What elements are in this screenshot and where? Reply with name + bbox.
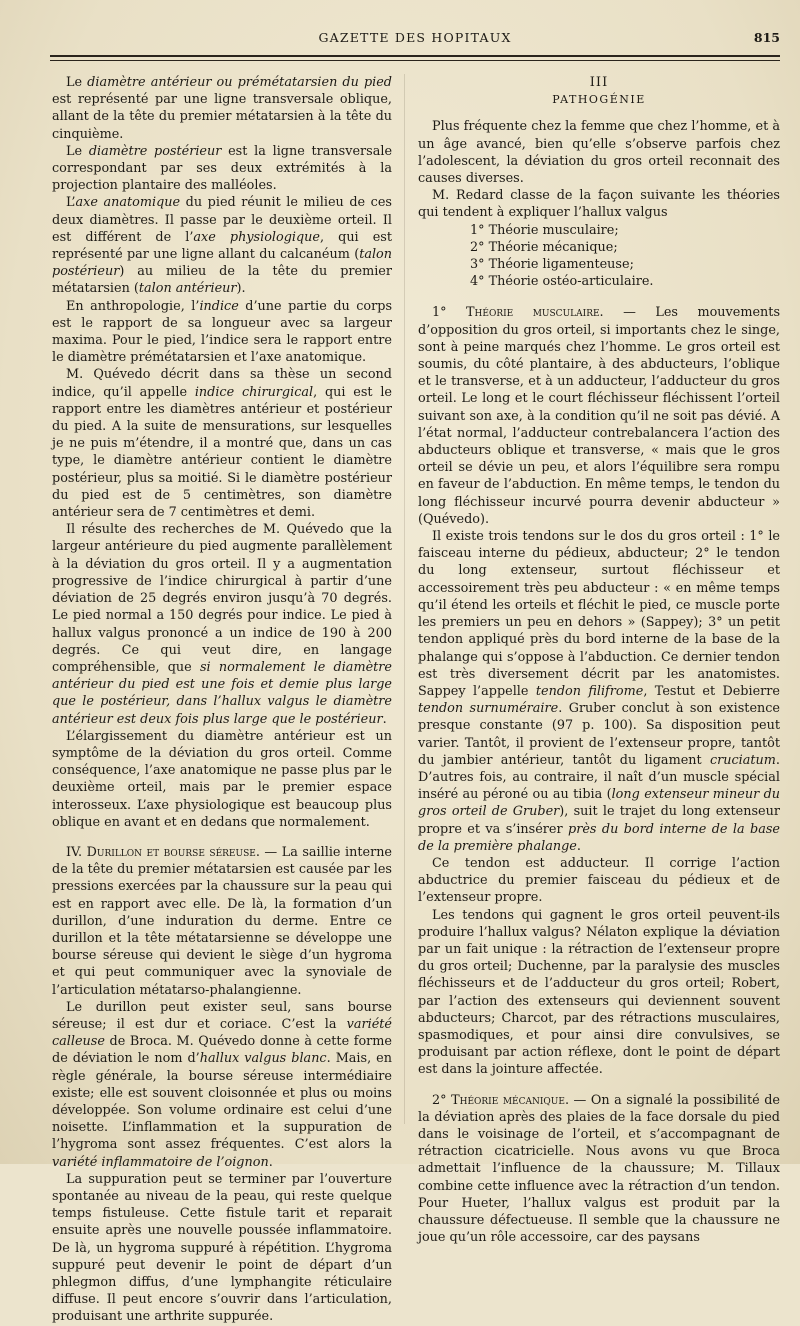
body-paragraphs <box>418 304 780 1246</box>
paragraph <box>52 521 392 727</box>
paragraph <box>52 74 392 143</box>
text-run: Les tendons qui gagnent le gros orteil peuvent-ils produire l’hallux valgus? Nélaton explique la déviation par un fait unique : la rétraction de l’extenseur propre du gros orteil; Duchenne, par la paralysie des muscles fléchisseurs et de l’adducteur du gros orteil; Robert, par l’action des extenseurs qui deviennent souvent abducteurs; Charcot, par des rétractions musculaires, spasmodiques, et pour ainsi dire convulsives, se produisant par action réflexe, dont le point de départ est dans la jointure affectée. <box>418 907 780 1078</box>
text-run: Ce tendon est adducteur. Il corrige l’action abductrice du premier faisceau du pédieux et de l’extenseur propre. <box>418 855 780 906</box>
italic-text: hallux valgus blanc <box>199 1051 327 1067</box>
text-run: ). <box>236 281 246 297</box>
paragraph <box>418 187 780 221</box>
text-run: . Gruber conclut à son existence presque constante (97 p. 100). Sa disposition peut varier. Tantôt, il provient de l’extenseur propre, tantôt du jambier antérieur, tantôt du ligament <box>418 701 781 768</box>
text-run: Le <box>66 75 88 90</box>
text-run: IV. <box>66 844 87 860</box>
paragraph <box>52 999 392 1171</box>
text-run: Il résulte des recherches de M. Quévedo que la largeur antérieure du pied augmente parallèlement à la déviation du gros orteil. Il y a augmentation progressive de l’indice chirurgical à partir d’une déviation de 25 degrés environ jusqu’à 70 degrés. Le pied normal a 150 degrés pour indice. Le pied à hallux valgus prononcé a un indice de 190 à 200 degrés. Ce qui veut dire, en langage compréhensible, que <box>52 522 392 675</box>
paragraph <box>52 844 392 999</box>
text-run: . <box>268 1154 273 1170</box>
small-caps-heading: Durillon et bourse séreuse <box>86 844 256 860</box>
section-number: III <box>589 75 609 90</box>
italic-text: long extenseur mineur du gros orteil de Gruber <box>418 787 780 820</box>
italic-text: indice <box>199 298 239 314</box>
text-run: de Broca. M. Quévedo donne à cette forme de déviation le nom d’ <box>52 1034 392 1067</box>
italic-text: près du bord interne de la base de la première phalange <box>418 821 780 854</box>
left-column <box>52 74 392 1326</box>
text-run: L’ <box>66 195 76 211</box>
column-divider <box>404 74 405 1124</box>
text-run: ) au milieu de la tête du premier métatarsien ( <box>52 264 392 297</box>
text-run: En anthropologie, l’ <box>66 298 200 314</box>
small-caps-heading: Théorie mécanique <box>451 1092 565 1108</box>
italic-text: variété calleuse <box>52 1016 392 1050</box>
italic-text: axe physiologique <box>193 229 320 245</box>
theory-list-item: 2° Théorie mécanique; <box>470 239 618 255</box>
text-run: Plus fréquente chez la femme que chez l’homme, et à un âge avancé, bien qu’elle s’observe parfois chez l’adolescent, la déviation du gros orteil reconnait des causes diverses. <box>418 119 780 187</box>
paragraph <box>52 298 392 367</box>
italic-text: diamètre antérieur ou prémétatarsien du pied <box>87 75 392 90</box>
paragraph <box>52 728 392 831</box>
text-run: , Testut et Debierre <box>643 683 780 699</box>
text-run: . <box>382 711 387 727</box>
text-run: d’une partie du corps est le rapport de sa longueur avec sa largeur maxima. Pour le pied, l’indice sera le rapport entre le diamètre prémétatarsien et l’axe anatomique. <box>52 298 393 366</box>
header-rule-thin <box>50 60 780 61</box>
text-run: 2° <box>432 1092 452 1108</box>
text-run: 1° <box>432 305 467 321</box>
italic-text: tendon surnuméraire <box>418 701 559 717</box>
italic-text: cruciatum <box>709 752 776 768</box>
italic-text: diamètre postérieur <box>88 143 222 159</box>
italic-text: tendon filifrome <box>535 683 644 699</box>
text-run: ), suit le trajet du long extenseur propre et va s’insérer <box>418 804 780 837</box>
text-run: , qui est le rapport entre les diamètres antérieur et postérieur du pied. A la suite de mensurations, sur lesquelles je ne puis m’étendre, il a montré que, dans un cas type, le diamètre antérieur contient le diamètre postérieur, plus sa moitié. Si le diamètre postérieur du pied est de 5 centimètres, son diamètre antérieur sera de 7 centimètres et demi. <box>52 384 392 521</box>
paragraph <box>418 1092 780 1247</box>
text-run: du pied réunit le milieu de ces deux diamètres. Il passe par le deuxième orteil. Il est différent de l’ <box>52 195 392 245</box>
theory-list-item: 1° Théorie musculaire; <box>470 222 619 238</box>
paragraph <box>418 118 780 187</box>
text-run: M. Quévedo décrit dans sa thèse un second indice, qu’il appelle <box>52 367 392 400</box>
text-run: . — Les mouvements d’opposition du gros orteil, si importants chez le singe, sont à peine marqués chez l’homme. Le gros orteil est soumis, du côté plantaire, à des abducteurs, l’oblique et le transverse, et à un adducteur, l’adducteur du gros orteil. Le long et le court fléchisseur fléchissent l’orteil suivant son axe, à la condition qu’il ne soit pas dévié. A l’état normal, l’adducteur contrebalancera l’action des abducteurs oblique et transverse, « mais que le gros orteil se dévie un peu, et alors l’équilibre sera rompu en faveur de l’abduction. En même temps, le tendon du long fléchisseur incurvé pourra devenir abducteur » (Quévedo). <box>418 305 781 527</box>
intro-paragraphs <box>418 118 780 221</box>
text-run: . D’autres fois, au contraire, il naît d’un muscle spécial inséré au péroné ou au tibia ( <box>418 752 780 803</box>
text-run: . — La saillie interne de la tête du premier métatarsien est causée par les pressions exercées par la chaussure sur la peau qui est en rapport avec elle. De là, la formation d’un durillon, d’une induration du derme. Entre ce durillon et la tête métatarsienne se développe une bourse séreuse qui devient le siège d’un hygroma et qui peut communiquer avec la synoviale de l’articulation métatarso-phalangienne. <box>52 844 393 998</box>
paragraph <box>52 366 392 521</box>
paragraph <box>418 907 780 1079</box>
italic-text: talon postérieur <box>52 247 392 280</box>
theory-list-item: 3° Théorie ligamenteuse; <box>470 257 634 273</box>
paragraph <box>418 528 780 855</box>
italic-text: variété inflammatoire de l’oignon <box>52 1154 269 1170</box>
text-run: est la ligne transversale correspondant par ses deux extrémités à la projection plantaire des malléoles. <box>52 143 393 194</box>
small-caps-heading: Théorie musculaire <box>466 305 600 321</box>
text-run: L’élargissement du diamètre antérieur est un symptôme de la déviation du gros orteil. Comme conséquence, l’axe anatomique ne passe plus par le deuxième orteil, mais par le premier espace interosseux. L’axe physiologique est beaucoup plus oblique en avant et en dedans que normalement. <box>52 728 392 830</box>
text-run: . <box>576 838 581 854</box>
text-run: Le durillon peut exister seul, sans bourse séreuse; il est dur et coriace. C’est la <box>52 999 392 1032</box>
paragraph <box>418 855 780 907</box>
text-run: Le <box>66 143 89 159</box>
right-column <box>418 74 780 1246</box>
page-number: 815 <box>753 30 780 45</box>
paragraph <box>52 1171 392 1326</box>
page-header <box>50 30 780 50</box>
paragraph <box>52 194 392 297</box>
italic-text: si normalement le diamètre antérieur du pied est une fois et demie plus large que le postérieur, dans l’hallux valgus le diamètre antérieur est deux fois plus large que le postérieur <box>52 659 392 727</box>
text-run: est représenté par une ligne transversale oblique, allant de la tête du premier métatarsien à la tête du cinquième. <box>52 92 392 142</box>
section-title: PATHOGÉNIE <box>552 93 646 107</box>
text-run: . — On a signalé la possibilité de la déviation après des plaies de la face dorsale du pied dans le voisinage de l’orteil, et s’accompagnant de rétraction cicatricielle. Nous avons vu que Broca admettait l’influence de la chaussure; M. Tillaux combine cette influence avec la rétraction d’un tendon. Pour Hueter, l’hallux valgus est produit par la chaussure défectueuse. Il semble que la chaussure ne joue qu’un rôle accessoire, car des paysans <box>418 1092 780 1246</box>
text-run: La suppuration peut se terminer par l’ouverture spontanée au niveau de la peau, qui reste quelque temps fistuleuse. Cette fistule tarit et reparait ensuite après une nouvelle poussée inflammatoire. De là, un hygroma suppuré à répétition. L’hygroma suppuré peut devenir le point de départ d’un phlegmon diffus, d’une lymphangite réticulaire diffuse. Il peut encore s’ouvrir dans l’articulation, produisant une arthrite suppurée. <box>52 1171 392 1325</box>
theory-list-item: 4° Théorie ostéo-articulaire. <box>470 274 654 290</box>
running-title: GAZETTE DES HOPITAUX <box>318 30 512 45</box>
text-run: , qui est représenté par une ligne allant du calcanéum ( <box>52 229 392 263</box>
paragraph <box>418 304 780 528</box>
paragraph <box>52 143 392 195</box>
italic-text: axe anatomique <box>75 195 181 211</box>
text-run: . Mais, en règle générale, la bourse séreuse intermédiaire existe; elle est souvent cloisonnée et plus ou moins développée. Son volume ordinaire est celui d’une noisette. L’inflammation et la suppuration de l’hygroma sont assez fréquentes. C’est alors la <box>52 1051 392 1153</box>
header-rule <box>50 55 780 57</box>
italic-text: talon antérieur <box>138 281 237 297</box>
text-run: M. Redard classe de la façon suivante les théories qui tendent à expliquer l’hallux valgus <box>418 188 780 221</box>
italic-text: indice chirurgical <box>194 384 314 400</box>
text-run: Il existe trois tendons sur le dos du gros orteil : 1° le faisceau interne du pédieux, abducteur; 2° le tendon du long extenseur, surtout fléchisseur et accessoirement très peu abducteur : « en même temps qu’il étend les orteils et fléchit le pied, ce muscle porte les premiers un peu en dehors » (Sappey); 3° un petit tendon appliqué près du bord interne de la base de la phalange qui s’oppose à l’abduction. Ce dernier tendon est très diversement décrit par les anatomistes. Sappey l’appelle <box>418 529 780 699</box>
theory-list <box>418 222 780 291</box>
